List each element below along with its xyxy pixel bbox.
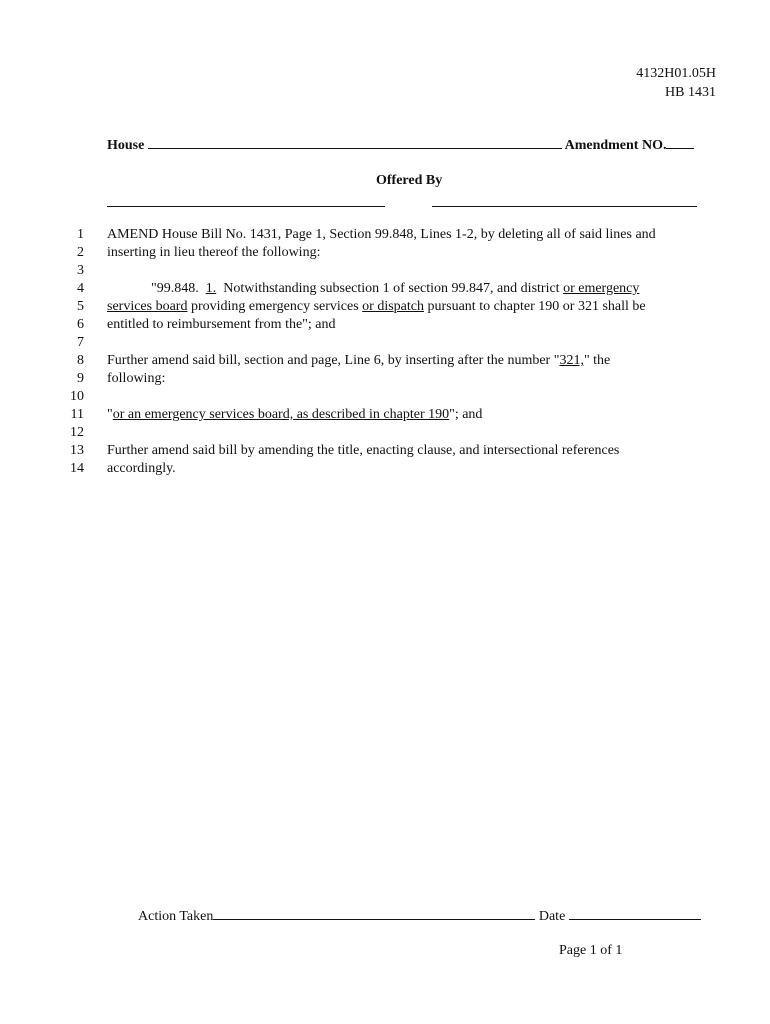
house-amendment-line xyxy=(107,136,694,154)
action-taken-blank xyxy=(213,907,535,920)
body-line-2: inserting in lieu thereof the following: xyxy=(107,245,321,260)
line-number: 13 xyxy=(70,443,84,458)
bill-number: HB 1431 xyxy=(665,85,716,100)
offered-by-blank-right xyxy=(432,194,697,207)
line-number: 2 xyxy=(77,245,84,260)
body-line-1: AMEND House Bill No. 1431, Page 1, Section 99.848, Lines 1-2, by deleting all of said lines and xyxy=(107,227,656,242)
doc-code: 4132H01.05H xyxy=(636,66,716,81)
body-line-13: Further amend said bill by amending the title, enacting clause, and intersectional references xyxy=(107,443,620,458)
subsection-number: 1. xyxy=(205,281,217,296)
body-line-9: following: xyxy=(107,371,166,386)
date-label: Date xyxy=(538,909,566,924)
line-number: 1 xyxy=(77,227,84,242)
body-line-14: accordingly. xyxy=(107,461,176,476)
inserted-text: or emergency xyxy=(563,281,640,296)
line-number: 14 xyxy=(70,461,84,476)
section-number: "99.848. xyxy=(151,281,206,296)
line-number: 5 xyxy=(77,299,84,314)
line-number: 10 xyxy=(70,389,84,404)
action-taken-label: Action Taken xyxy=(138,909,214,924)
inserted-text: services board xyxy=(107,299,188,314)
body-line-5-text: providing emergency services xyxy=(187,299,363,314)
body-line-11-text-end: "; and xyxy=(449,407,483,422)
body-line-4-text: Notwithstanding subsection 1 of section 99.847, and district xyxy=(216,281,564,296)
house-label: House xyxy=(107,138,145,153)
body-line-5 xyxy=(107,299,646,315)
date-blank xyxy=(569,907,701,920)
body-line-11 xyxy=(107,407,482,423)
body-line-8-text: Further amend said bill, section and page, Line 6, by inserting after the number " xyxy=(107,353,560,368)
line-number: 11 xyxy=(70,407,84,422)
document-header xyxy=(636,64,716,102)
inserted-text: or dispatch xyxy=(362,299,424,314)
line-number: 12 xyxy=(70,425,84,440)
body-line-8-text-end: " the xyxy=(583,353,611,368)
open-quote: " xyxy=(107,407,113,422)
line-number: 8 xyxy=(77,353,84,368)
offered-by-label: Offered By xyxy=(376,173,443,188)
inserted-text: or an emergency services board, as described in chapter 190 xyxy=(112,407,450,422)
body-line-4 xyxy=(151,281,639,297)
action-taken-line xyxy=(138,907,701,925)
inserted-text: 321, xyxy=(559,353,584,368)
line-number: 3 xyxy=(77,263,84,278)
body-line-5-text-end: pursuant to chapter 190 or 321 shall be xyxy=(423,299,646,314)
line-number: 9 xyxy=(77,371,84,386)
amendment-label: Amendment NO. xyxy=(564,138,667,153)
line-number: 4 xyxy=(77,281,84,296)
line-number: 6 xyxy=(77,317,84,332)
house-blank-line xyxy=(148,136,562,149)
page-number: Page 1 of 1 xyxy=(559,943,623,958)
amendment-number-blank xyxy=(666,136,694,149)
body-line-8 xyxy=(107,353,610,369)
body-line-6: entitled to reimbursement from the"; and xyxy=(107,317,336,332)
line-number: 7 xyxy=(77,335,84,350)
offered-by-blank-left xyxy=(107,194,385,207)
